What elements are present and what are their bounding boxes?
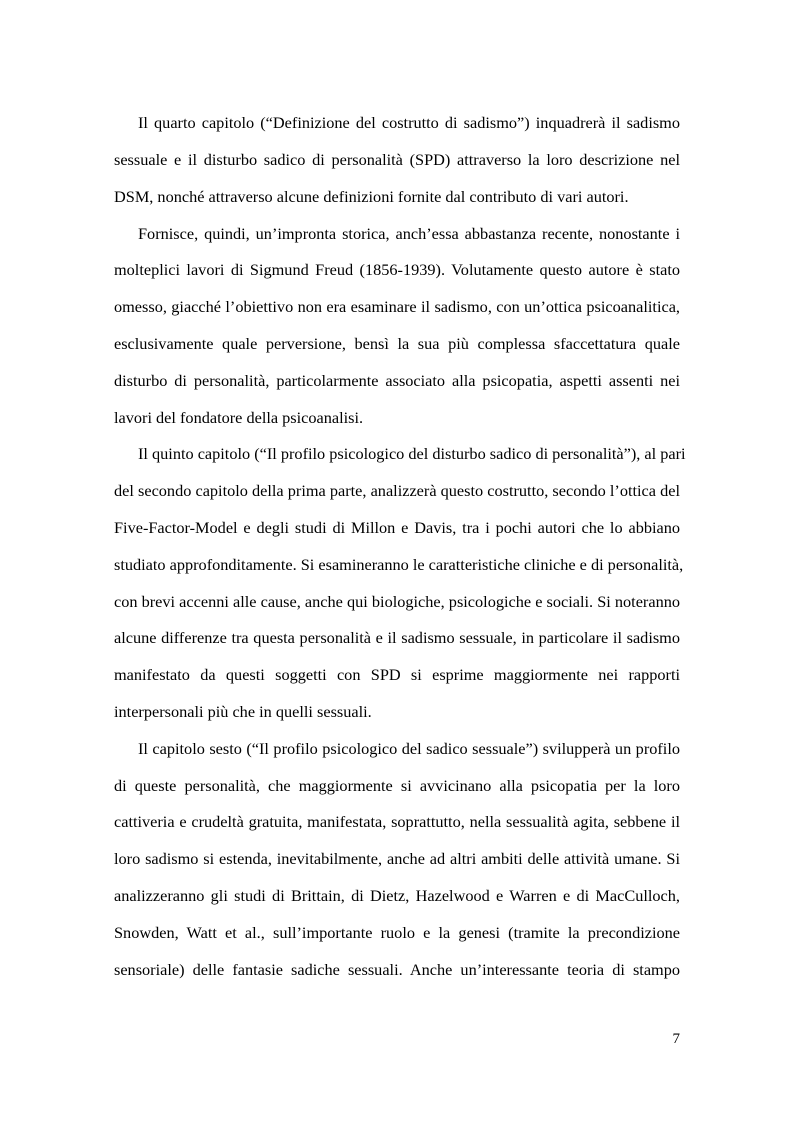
text-line: Five-Factor-Model e degli studi di Millon e Davis, tra i pochi autori che lo abbiano bbox=[114, 518, 680, 537]
text-line: lavori del fondatore della psicoanalisi. bbox=[114, 408, 364, 427]
text-line: loro sadismo si estenda, inevitabilmente, anche ad altri ambiti delle attività umane. Si bbox=[114, 849, 680, 868]
text-line: Snowden, Watt et al., sull’importante ruolo e la genesi (tramite la precondizione bbox=[114, 923, 680, 942]
text-line: sensoriale) delle fantasie sadiche sessuali. Anche un’interessante teoria di stampo bbox=[114, 960, 680, 979]
text-line: Fornisce, quindi, un’impronta storica, anch’essa abbastanza recente, nonostante i bbox=[138, 224, 680, 243]
text-line: Il quinto capitolo (“Il profilo psicologico del disturbo sadico di personalità”), al pari bbox=[138, 444, 686, 463]
text-line: DSM, nonché attraverso alcune definizioni fornite dal contributo di vari autori. bbox=[114, 187, 629, 206]
text-line: Il quarto capitolo (“Definizione del costrutto di sadismo”) inquadrerà il sadismo bbox=[138, 113, 680, 132]
text-line: omesso, giacché l’obiettivo non era esaminare il sadismo, con un’ottica psicoanalitica, bbox=[114, 297, 680, 316]
text-line: disturbo di personalità, particolarmente associato alla psicopatia, aspetti assenti nei bbox=[114, 371, 680, 390]
text-line: con brevi accenni alle cause, anche qui biologiche, psicologiche e sociali. Si noteranno bbox=[114, 592, 680, 611]
text-line: manifestato da questi soggetti con SPD si esprime maggiormente nei rapporti bbox=[114, 665, 680, 684]
text-line: interpersonali più che in quelli sessuali. bbox=[114, 702, 372, 721]
text-line: molteplici lavori di Sigmund Freud (1856-1939). Volutamente questo autore è stato bbox=[114, 260, 680, 279]
text-line: alcune differenze tra questa personalità e il sadismo sessuale, in particolare il sadismo bbox=[114, 628, 680, 647]
page-number: 7 bbox=[672, 1031, 680, 1047]
text-line: sessuale e il disturbo sadico di personalità (SPD) attraverso la loro descrizione nel bbox=[114, 150, 680, 169]
text-line: Il capitolo sesto (“Il profilo psicologico del sadico sessuale”) svilupperà un profilo bbox=[138, 739, 680, 758]
text-line: cattiveria e crudeltà gratuita, manifestata, soprattutto, nella sessualità agita, sebbene il bbox=[114, 812, 680, 831]
text-line: analizzeranno gli studi di Brittain, di Dietz, Hazelwood e Warren e di MacCulloch, bbox=[114, 886, 680, 905]
text-line: esclusivamente quale perversione, bensì la sua più complessa sfaccettatura quale bbox=[114, 334, 680, 353]
text-line: del secondo capitolo della prima parte, analizzerà questo costrutto, secondo l’ottica del bbox=[114, 481, 680, 500]
text-line: di queste personalità, che maggiormente si avvicinano alla psicopatia per la loro bbox=[114, 776, 680, 795]
text-line: studiato approfonditamente. Si esamineranno le caratteristiche cliniche e di personalità, bbox=[114, 555, 684, 574]
